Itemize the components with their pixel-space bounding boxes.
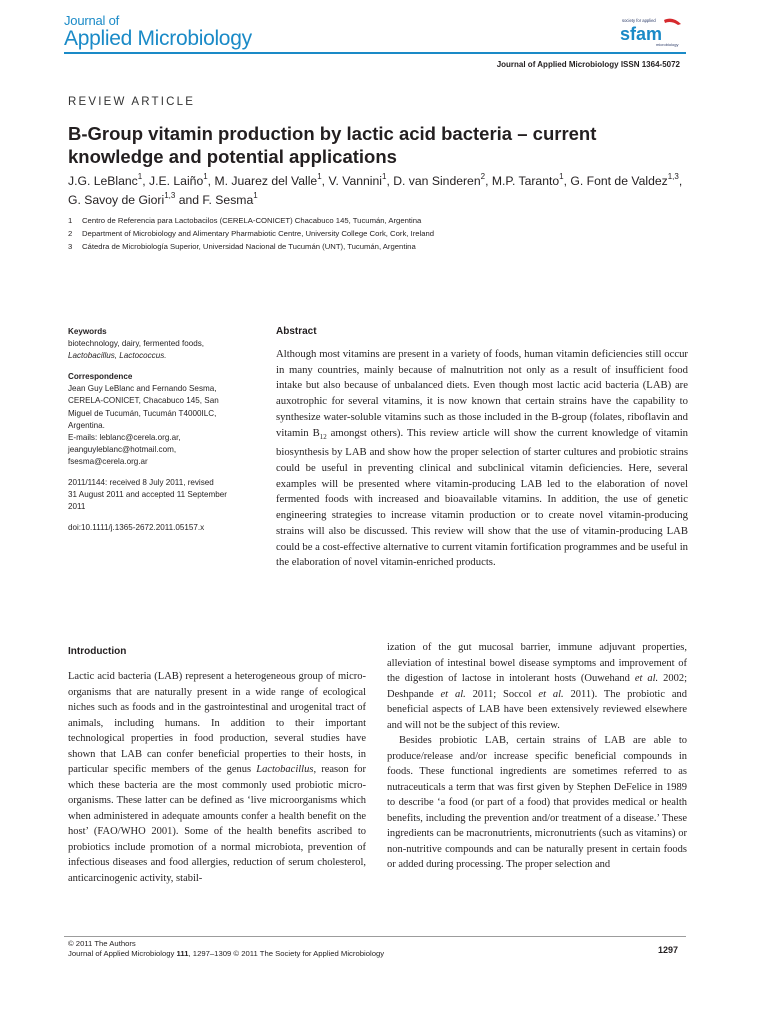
author-affil: 1 xyxy=(137,171,143,181)
keywords-block xyxy=(68,326,268,362)
sidebar xyxy=(68,326,268,543)
dates-line: 31 August 2011 and accepted 11 September xyxy=(68,490,227,500)
correspondence-line: CERELA-CONICET, Chacabuco 145, San xyxy=(68,396,219,406)
dates-block xyxy=(68,477,268,513)
abstract-body: Although most vitamins are present in a variety of foods, human vitamin deficiencies still occur in many countries, mainly because of malnutrition not only as a result of insufficient food intake but also because of unbalanced diets. Even though most lactic acid bacteria (LAB) are auxotrophic for several vitamins, it is now known that certain strains have the capability to synthesize water-soluble vitamins such as those included in the B-group (folates, riboflavin and vitamin $B_{12}$ amongst others). This review article will show the current knowledge of vitamin biosynthesis by LAB and show how the proper selection of starter cultures and probiotic strains could be useful in preventing clinical and subclinical vitamin deficiencies. Here, several examples will be presented where vitamin-producing LAB led to the elaboration of novel fermented foods with increased and bioavailable vitamins. In addition, the use of genetic engineering strategies to increase vitamin production or to create novel vitamin-producing strains will also be discussed. This review will show that the use of vitamin-producing LAB could be a cost-effective alternative to current vitamin fortification programmes and be useful in the elaboration of novel vitamin-enriched products. xyxy=(276,348,689,569)
paragraph: ization of the gut mucosal barrier, immune adjuvant properties, alleviation of intestinal bowel disease symptoms and improvement of the digestion of lactose in intolerant hosts (Ouwehand et al. 2002; Deshpande et al. 2011; Soccol et al. 2011). The probiotic and beneficial aspects of LAB have been extensively reviewed elsewhere and will not be the subject of this review. xyxy=(387,642,688,731)
dates-line: 2011/1144: received 8 July 2011, revised xyxy=(68,478,214,488)
issn-line: Journal of Applied Microbiology ISSN 1364-5072 xyxy=(496,60,680,69)
author-affil: 1 xyxy=(253,190,258,200)
citation: Journal of Applied Microbiology 111, 1297–1309 © 2011 The Society for Applied Microbiology xyxy=(68,949,385,958)
email-line: jeanguyleblanc@hotmail.com, xyxy=(68,444,177,454)
author-list: J.G. LeBlanc$^1$, J.E. Laiño$^1$, M. Juarez del Valle$^1$, V. Vannini$^1$, D. van Sinderen$^2$, M.P. Taranto$^1$, G. Font de Valdez$^{1,3}$, G. Savoy de Giori$^{1,3}$ and F. Sesma$^1$ xyxy=(68,171,683,207)
email-line: E-mails: leblanc@cerela.org.ar, xyxy=(68,432,181,442)
article-type: REVIEW ARTICLE xyxy=(68,96,196,108)
correspondence-heading: Correspondence xyxy=(68,372,133,382)
author-name: J.E. Laiño xyxy=(149,174,204,188)
email-line: fsesma@cerela.org.ar xyxy=(68,456,148,466)
author-affil: 2 xyxy=(480,171,486,181)
author-name: G. Font de Valdez xyxy=(570,174,668,188)
affiliation-item: 3 Cátedra de Microbiología Superior, Universidad Nacional de Tucumán (UNT), Tucumán, Argentina xyxy=(68,242,416,251)
keywords-line: biotechnology, dairy, fermented foods, xyxy=(68,339,205,349)
copyright: © 2011 The Authors xyxy=(68,939,136,948)
affiliation-item: 1 Centro de Referencia para Lactobacilos (CERELA-CONICET) Chacabuco 145, Tucumán, Argentina xyxy=(68,216,422,225)
page-number: 1297 xyxy=(657,945,678,955)
author-name: G. Savoy de Giori xyxy=(68,193,165,207)
author-name: F. Sesma xyxy=(202,193,254,207)
correspondence-block xyxy=(68,371,268,468)
journal-logo xyxy=(64,14,252,50)
author-name: J.G. LeBlanc xyxy=(68,174,138,188)
sfam-logo-top: society for applied xyxy=(622,18,656,23)
doi: doi:10.1111/j.1365-2672.2011.05157.x xyxy=(68,523,205,533)
dates-line: 2011 xyxy=(68,502,86,512)
section-heading-introduction: Introduction xyxy=(68,646,127,657)
footer-rule xyxy=(64,936,686,937)
author-affil: 1 xyxy=(559,171,564,181)
sfam-swoosh-icon xyxy=(664,19,681,25)
body-column-left xyxy=(68,646,366,886)
affiliation-item: 2 Department of Microbiology and Alimentary Pharmabiotic Centre, University College Cork, Cork, Ireland xyxy=(68,229,435,238)
abstract-heading: Abstract xyxy=(276,326,317,337)
author-name: M. Juarez del Valle xyxy=(214,174,318,188)
author-affil: 1 xyxy=(381,171,387,181)
title-line-1: B-Group vitamin production by lactic acid bacteria – current xyxy=(68,123,597,144)
author-name: V. Vannini xyxy=(328,174,382,188)
journal-logo-line2: Applied Microbiology xyxy=(64,27,252,50)
keywords-heading: Keywords xyxy=(68,327,107,336)
paragraph: Besides probiotic LAB, certain strains of LAB are able to produce/release and/or increase specific beneficial compounds in foods. These functional ingredients are sometimes referred to as nutraceuticals a term that was first given by Stephen DeFelice in 1989 to describe ‘a food (or part of a food) that provides medical or health benefits, including the prevention and/or treatment of a disease.’ These ingredients can be macronutrients, micronutrients (such as vitamins) or non-nutritive compounds and can be naturally present in certain foods or added during processing. The proper selection and xyxy=(387,735,687,870)
body-column-right xyxy=(387,640,687,873)
author-name: M.P. Taranto xyxy=(491,174,560,188)
affiliations xyxy=(68,214,434,253)
correspondence-line: Argentina. xyxy=(68,420,105,430)
journal-logo-line1: Journal of xyxy=(64,13,120,28)
sfam-logo xyxy=(618,16,686,48)
sfam-logo-brand: sfam xyxy=(620,24,663,44)
title-line-2: knowledge and potential applications xyxy=(68,146,397,167)
article-title xyxy=(68,122,688,168)
header-rule xyxy=(64,52,686,54)
author-affil: 1,3 xyxy=(667,171,679,181)
author-affil: 1,3 xyxy=(164,190,176,200)
author-affil: 1 xyxy=(317,171,322,181)
author-affil: 1 xyxy=(203,171,208,181)
keywords-line: Lactobacillus, Lactococcus. xyxy=(68,351,167,361)
correspondence-line: Jean Guy LeBlanc and Fernando Sesma, xyxy=(68,384,217,394)
correspondence-line: Miguel de Tucumán, Tucumán T4000ILC, xyxy=(68,408,217,418)
sfam-logo-bottom: microbiology xyxy=(656,42,679,47)
author-name: D. van Sinderen xyxy=(393,174,481,188)
footer xyxy=(68,939,384,959)
paragraph: Lactic acid bacteria (LAB) represent a heterogeneous group of micro-organisms that are naturally present in a wide range of ecological niches such as foods and in the gastrointestinal and urogenital tract of animals, including humans. In addition to their important technological properties in food production, several studies have shown that LAB can confer beneficial properties to their hosts, in particular specific members of the genus Lactobacillus, reason for which these bacteria are the most commonly used probiotic micro-organisms. These latter can be defined as ‘live microorganisms which when administered in adequate amounts confer a health benefit on the host’ (FAO/WHO 2001). Some of the health benefits ascribed to probiotics include promotion of a normal microbiota, prevention of infectious diseases and food allergies, reduction of serum cholesterol, anticarcinogenic activity, stabil- xyxy=(68,671,366,884)
